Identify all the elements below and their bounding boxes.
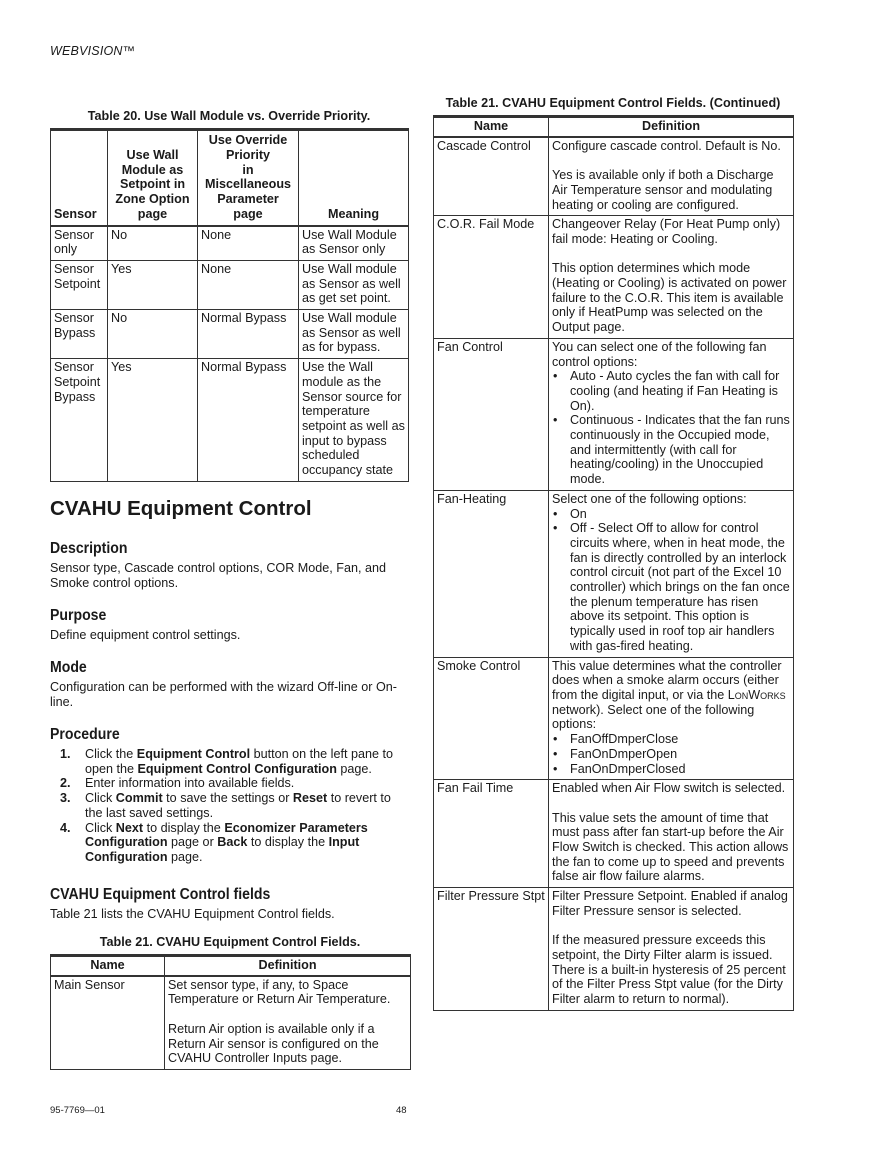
table-row — [434, 657, 794, 780]
table-20-header-meaning: Meaning — [299, 130, 409, 226]
table-cell: Use Wall Module as Sensor only — [299, 226, 409, 261]
table-cell-definition: Select one of the following options: • On • Off - Select Off to allow for control circuits where, when in heat mode, the fan is directly controlled by an interlock control circuit (not part of the Excel 10 controller) which brings on the fan once the plenum temperature has risen above its setpoint. This option is typically used in roof top air handlers with gas-fired heating. — [549, 490, 794, 657]
procedure-step: 4. Click Next to display the Economizer Parameters Configuration page or Back to display the Input Configuration page. — [60, 820, 368, 864]
table-cell: None — [198, 226, 299, 261]
table-cell: Sensor only — [51, 226, 108, 261]
table-cell-name: Fan-Heating — [434, 490, 549, 657]
table-cell: Sensor Setpoint — [51, 260, 108, 309]
table-cell-name: Main Sensor — [51, 976, 165, 1070]
table-cell: Sensor Bypass — [51, 310, 108, 359]
list-item: • FanOnDmperOpen — [552, 747, 790, 762]
table-20 — [50, 128, 409, 482]
table-cell: None — [198, 260, 299, 309]
table-cell: Sensor Setpoint Bypass — [51, 359, 108, 482]
table-row — [434, 338, 794, 490]
table-cell: No — [108, 226, 198, 261]
table-row — [51, 260, 409, 309]
table-cell-name: Smoke Control — [434, 657, 549, 780]
table-21-header-definition: Definition — [165, 956, 411, 976]
list-item: • FanOffDmperClose — [552, 732, 790, 747]
table-row — [51, 976, 411, 1070]
table-cell-definition: You can select one of the following fan control options: • Auto - Auto cycles the fan with call for cooling (and heating if Fan Heating is On). • Continuous - Indicates that the fan runs continuously in the Occupied mode, and intermittently (with call for heating/cooling) in the Unoccupied mode. — [549, 338, 794, 490]
lonworks-trademark: LonWorks — [727, 687, 786, 702]
list-item: • Off - Select Off to allow for control circuits where, when in heat mode, the fan is directly controlled by an interlock control circuit (not part of the Excel 10 controller) which brings on the fan once the plenum temperature has risen above its setpoint. This option is typically used in roof top air handlers with gas-fired heating. — [552, 521, 790, 653]
table-21c-header-name: Name — [434, 117, 549, 137]
table-20-header-sensor: Sensor — [51, 130, 108, 226]
list-item: • Continuous - Indicates that the fan runs continuously in the Occupied mode, and intermittently (with call for heating/cooling) in the Unoccupied mode. — [552, 413, 790, 487]
fields-heading: CVAHU Equipment Control fields — [50, 886, 271, 903]
list-item: • Auto - Auto cycles the fan with call for cooling (and heating if Fan Heating is On). — [552, 369, 790, 413]
purpose-text: Define equipment control settings. — [50, 628, 241, 642]
table-cell-definition: Enabled when Air Flow switch is selected. This value sets the amount of time that must pass after fan start-up before the Air Flow Switch is checked. This action allows the fan to come up to speed and prevents false air flow failure alarms. — [549, 780, 794, 888]
mode-text: Configuration can be performed with the wizard Off-line or On-line. — [50, 680, 397, 709]
mode-heading: Mode — [50, 659, 87, 676]
table-20-header-wall-module: Use Wall Module as Setpoint in Zone Option page — [108, 130, 198, 226]
table-21c-header-definition: Definition — [549, 117, 794, 137]
table-21-caption: Table 21. CVAHU Equipment Control Fields. — [99, 935, 361, 949]
footer-doc-number: 95-7769—01 — [50, 1105, 105, 1116]
table-cell: Use the Wall module as the Sensor source for temperature setpoint as well as input to bypass scheduled occupancy state — [299, 359, 409, 482]
bullet-list — [552, 507, 790, 654]
table-cell-definition: Configure cascade control. Default is No. Yes is available only if both a Discharge Air Temperature sensor and modulating heating or cooling are configured. — [549, 137, 794, 216]
procedure-heading: Procedure — [50, 726, 120, 743]
table-cell-name: Fan Fail Time — [434, 780, 549, 888]
bullet-list — [552, 732, 790, 776]
description-heading: Description — [50, 540, 128, 557]
table-cell-name: Cascade Control — [434, 137, 549, 216]
table-20-header-override-priority: Use Override Priority in Miscellaneous Parameter page — [198, 130, 299, 226]
table-row — [434, 137, 794, 216]
running-header: WEBVISION™ — [50, 44, 136, 58]
procedure-step: 3. Click Commit to save the settings or Reset to revert to the last saved settings. — [60, 791, 391, 820]
table-20-caption: Table 20. Use Wall Module vs. Override Priority. — [87, 109, 371, 123]
table-cell: Use Wall module as Sensor as well as get set point. — [299, 260, 409, 309]
table-cell: Yes — [108, 359, 198, 482]
table-cell-definition: Filter Pressure Setpoint. Enabled if analog Filter Pressure sensor is selected. If the measured pressure exceeds this setpoint, the Dirty Filter alarm is issued. There is a built-in hysteresis of 25 percent of the Filter Press Stpt value (for the Dirty Filter alarm to return to normal). — [549, 888, 794, 1011]
bullet-list — [552, 369, 790, 487]
table-cell-definition: Set sensor type, if any, to Space Temperature or Return Air Temperature. Return Air option is available only if a Return Air sensor is configured on the CVAHU Controller Inputs page. — [165, 976, 411, 1070]
procedure-step: 1. Click the Equipment Control button on the left pane to open the Equipment Control Configuration page. — [60, 747, 393, 776]
description-text: Sensor type, Cascade control options, COR Mode, Fan, and Smoke control options. — [50, 561, 387, 590]
table-21-continued — [433, 115, 794, 1011]
table-cell-name: Filter Pressure Stpt — [434, 888, 549, 1011]
table-cell-definition: Changeover Relay (For Heat Pump only) fail mode: Heating or Cooling. This option determines which mode (Heating or Cooling) is activated on power failure to the C.O.R. This item is available only if HeatPump was selected on the Output page. — [549, 216, 794, 339]
table-cell: Normal Bypass — [198, 310, 299, 359]
fields-text: Table 21 lists the CVAHU Equipment Control fields. — [50, 907, 335, 921]
table-cell: Normal Bypass — [198, 359, 299, 482]
list-item: • FanOnDmperClosed — [552, 762, 790, 777]
table-row — [434, 490, 794, 657]
table-cell: No — [108, 310, 198, 359]
section-title: CVAHU Equipment Control — [50, 497, 312, 520]
table-row — [434, 780, 794, 888]
table-cell-name: Fan Control — [434, 338, 549, 490]
table-row — [51, 310, 409, 359]
procedure-steps — [50, 747, 410, 865]
table-cell: Yes — [108, 260, 198, 309]
footer-page-number: 48 — [396, 1105, 407, 1116]
list-item: • On — [552, 507, 790, 522]
procedure-step: 2. Enter information into available fields. — [60, 776, 295, 791]
table-row — [434, 888, 794, 1011]
table-row — [434, 216, 794, 339]
table-row — [51, 359, 409, 482]
purpose-heading: Purpose — [50, 607, 107, 624]
table-21-continued-caption: Table 21. CVAHU Equipment Control Fields. (Continued) — [445, 96, 781, 110]
table-21-header-name: Name — [51, 956, 165, 976]
table-cell: Use Wall module as Sensor as well as for bypass. — [299, 310, 409, 359]
table-cell-definition: This value determines what the controller does when a smoke alarm occurs (either from the digital input, or via the LonWorks network). Select one of the following options: • FanOffDmperClose • FanOnDmperOpen • FanOnDmperClosed — [549, 657, 794, 780]
table-cell-name: C.O.R. Fail Mode — [434, 216, 549, 339]
table-21 — [50, 954, 411, 1070]
table-row — [51, 226, 409, 261]
